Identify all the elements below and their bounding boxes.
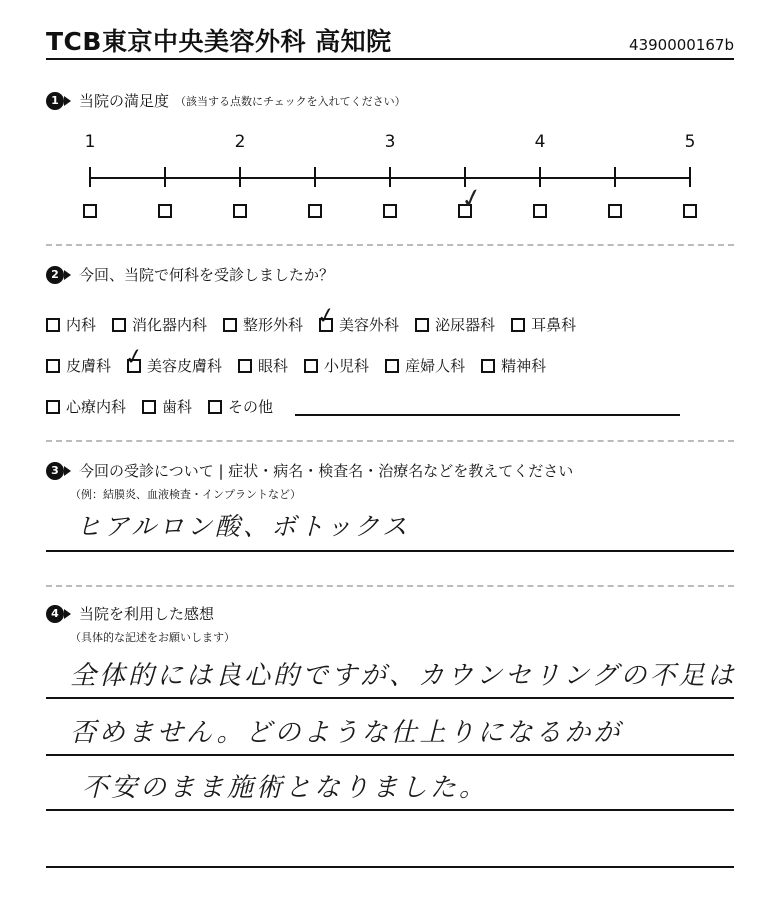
q4-arrow-icon [64, 609, 71, 619]
department-option[interactable] [208, 396, 273, 417]
scale-tick [389, 167, 391, 187]
department-label: 眼科 [258, 357, 289, 375]
q1-note: （該当する点数にチェックを入れてください） [175, 94, 406, 108]
q4-answer-line-3[interactable]: 不安のまま施術となりました。 [82, 773, 489, 803]
q4-number-badge: 4 [46, 605, 64, 623]
q4-answer-line-2[interactable]: 否めません。どのような仕上りになるかが [70, 718, 623, 748]
department-label: 歯科 [162, 398, 193, 416]
scale-label: 3 [384, 132, 396, 152]
scale-label: 1 [84, 132, 96, 152]
department-options [46, 302, 680, 437]
q4-note: （具体的な記述をお願いします） [70, 631, 235, 644]
department-label: 泌尿器科 [435, 316, 496, 334]
q3-answer-line [46, 550, 734, 552]
department-option[interactable] [223, 314, 303, 335]
department-option[interactable] [46, 396, 126, 417]
q3-note: （例：結膜炎、血液検査・インプラントなど） [70, 488, 301, 501]
check-mark-icon: ✓ [315, 302, 338, 331]
divider-1 [46, 244, 734, 246]
department-checkbox[interactable] [46, 400, 60, 414]
q3-answer[interactable]: ヒアルロン酸、ボトックス [76, 512, 411, 541]
score-checkbox[interactable] [533, 204, 547, 218]
department-label: 小児科 [324, 357, 370, 375]
q3-arrow-icon [64, 466, 71, 476]
department-label: 皮膚科 [66, 357, 112, 375]
score-checkbox[interactable] [608, 204, 622, 218]
department-option[interactable] [46, 314, 96, 335]
score-checkbox[interactable] [83, 204, 97, 218]
scale-tick [314, 167, 316, 187]
department-label: 精神科 [501, 357, 547, 375]
department-label: 消化器内科 [132, 316, 208, 334]
check-mark-icon: ✓ [122, 343, 146, 372]
q4-rule-2 [46, 754, 734, 756]
q1-label: 当院の満足度 [79, 92, 170, 110]
q1-number-badge: 1 [46, 92, 64, 110]
department-checkbox[interactable] [304, 359, 318, 373]
department-checkbox[interactable] [46, 318, 60, 332]
department-label: 美容外科 [339, 316, 400, 334]
department-checkbox[interactable] [481, 359, 495, 373]
divider-3 [46, 585, 734, 587]
scale-tick [164, 167, 166, 187]
q3-heading [46, 460, 573, 481]
department-option[interactable] [142, 396, 192, 417]
scale-tick [239, 167, 241, 187]
scale-tick [89, 167, 91, 187]
q2-heading [46, 264, 334, 285]
department-checkbox[interactable] [112, 318, 126, 332]
department-row [46, 302, 680, 335]
scale-tick [539, 167, 541, 187]
department-option[interactable] [315, 302, 400, 335]
divider-2 [46, 440, 734, 442]
department-option[interactable] [511, 314, 576, 335]
department-checkbox[interactable] [223, 318, 237, 332]
department-label: 整形外科 [243, 316, 304, 334]
check-mark-icon: ✓ [458, 182, 486, 216]
department-row [46, 343, 680, 376]
department-checkbox[interactable] [238, 359, 252, 373]
score-checkbox[interactable] [308, 204, 322, 218]
scale-label: 2 [234, 132, 246, 152]
department-label: 心療内科 [66, 398, 127, 416]
q2-number-badge: 2 [46, 266, 64, 284]
department-label: 美容皮膚科 [147, 357, 223, 375]
q1-arrow-icon [64, 96, 71, 106]
q4-heading [46, 603, 214, 624]
q2-arrow-icon [64, 270, 71, 280]
department-option[interactable] [122, 343, 223, 376]
scale-tick [614, 167, 616, 187]
q4-label: 当院を利用した感想 [79, 605, 215, 623]
q4-rule-4 [46, 866, 734, 868]
department-option[interactable] [46, 355, 111, 376]
scale-label: 5 [684, 132, 696, 152]
q4-rule-1 [46, 697, 734, 699]
department-checkbox[interactable] [208, 400, 222, 414]
department-option[interactable] [112, 314, 207, 335]
department-label: 耳鼻科 [531, 316, 577, 334]
department-checkbox[interactable] [415, 318, 429, 332]
q3-number-badge: 3 [46, 462, 64, 480]
department-option[interactable] [238, 355, 288, 376]
q1-heading [46, 90, 406, 111]
form-code: 4390000167b [629, 36, 734, 54]
scale-tick [689, 167, 691, 187]
department-row [46, 396, 680, 417]
scale-label: 4 [534, 132, 546, 152]
score-checkbox[interactable] [158, 204, 172, 218]
q3-label: 今回の受診について | 症状・病名・検査名・治療名などを教えてください [79, 462, 574, 480]
score-checkbox[interactable] [683, 204, 697, 218]
form-title: TCB東京中央美容外科 高知院 [46, 27, 392, 56]
header-rule [46, 58, 734, 60]
q2-label: 今回、当院で何科を受診しましたか？ [79, 266, 335, 284]
department-option[interactable] [304, 355, 369, 376]
department-checkbox[interactable] [511, 318, 525, 332]
department-checkbox[interactable] [142, 400, 156, 414]
department-checkbox[interactable] [46, 359, 60, 373]
q4-answer-line-1[interactable]: 全体的には良心的ですが、カウンセリングの不足は [70, 661, 737, 691]
score-checkbox[interactable] [383, 204, 397, 218]
department-option[interactable] [481, 355, 546, 376]
department-checkbox[interactable] [385, 359, 399, 373]
department-label: 内科 [66, 316, 97, 334]
department-label: 産婦人科 [405, 357, 466, 375]
other-specify-field[interactable] [295, 398, 680, 416]
q4-rule-3 [46, 809, 734, 811]
score-checkbox[interactable] [233, 204, 247, 218]
department-label: その他 [228, 398, 274, 416]
department-option[interactable] [415, 314, 495, 335]
department-option[interactable] [385, 355, 465, 376]
